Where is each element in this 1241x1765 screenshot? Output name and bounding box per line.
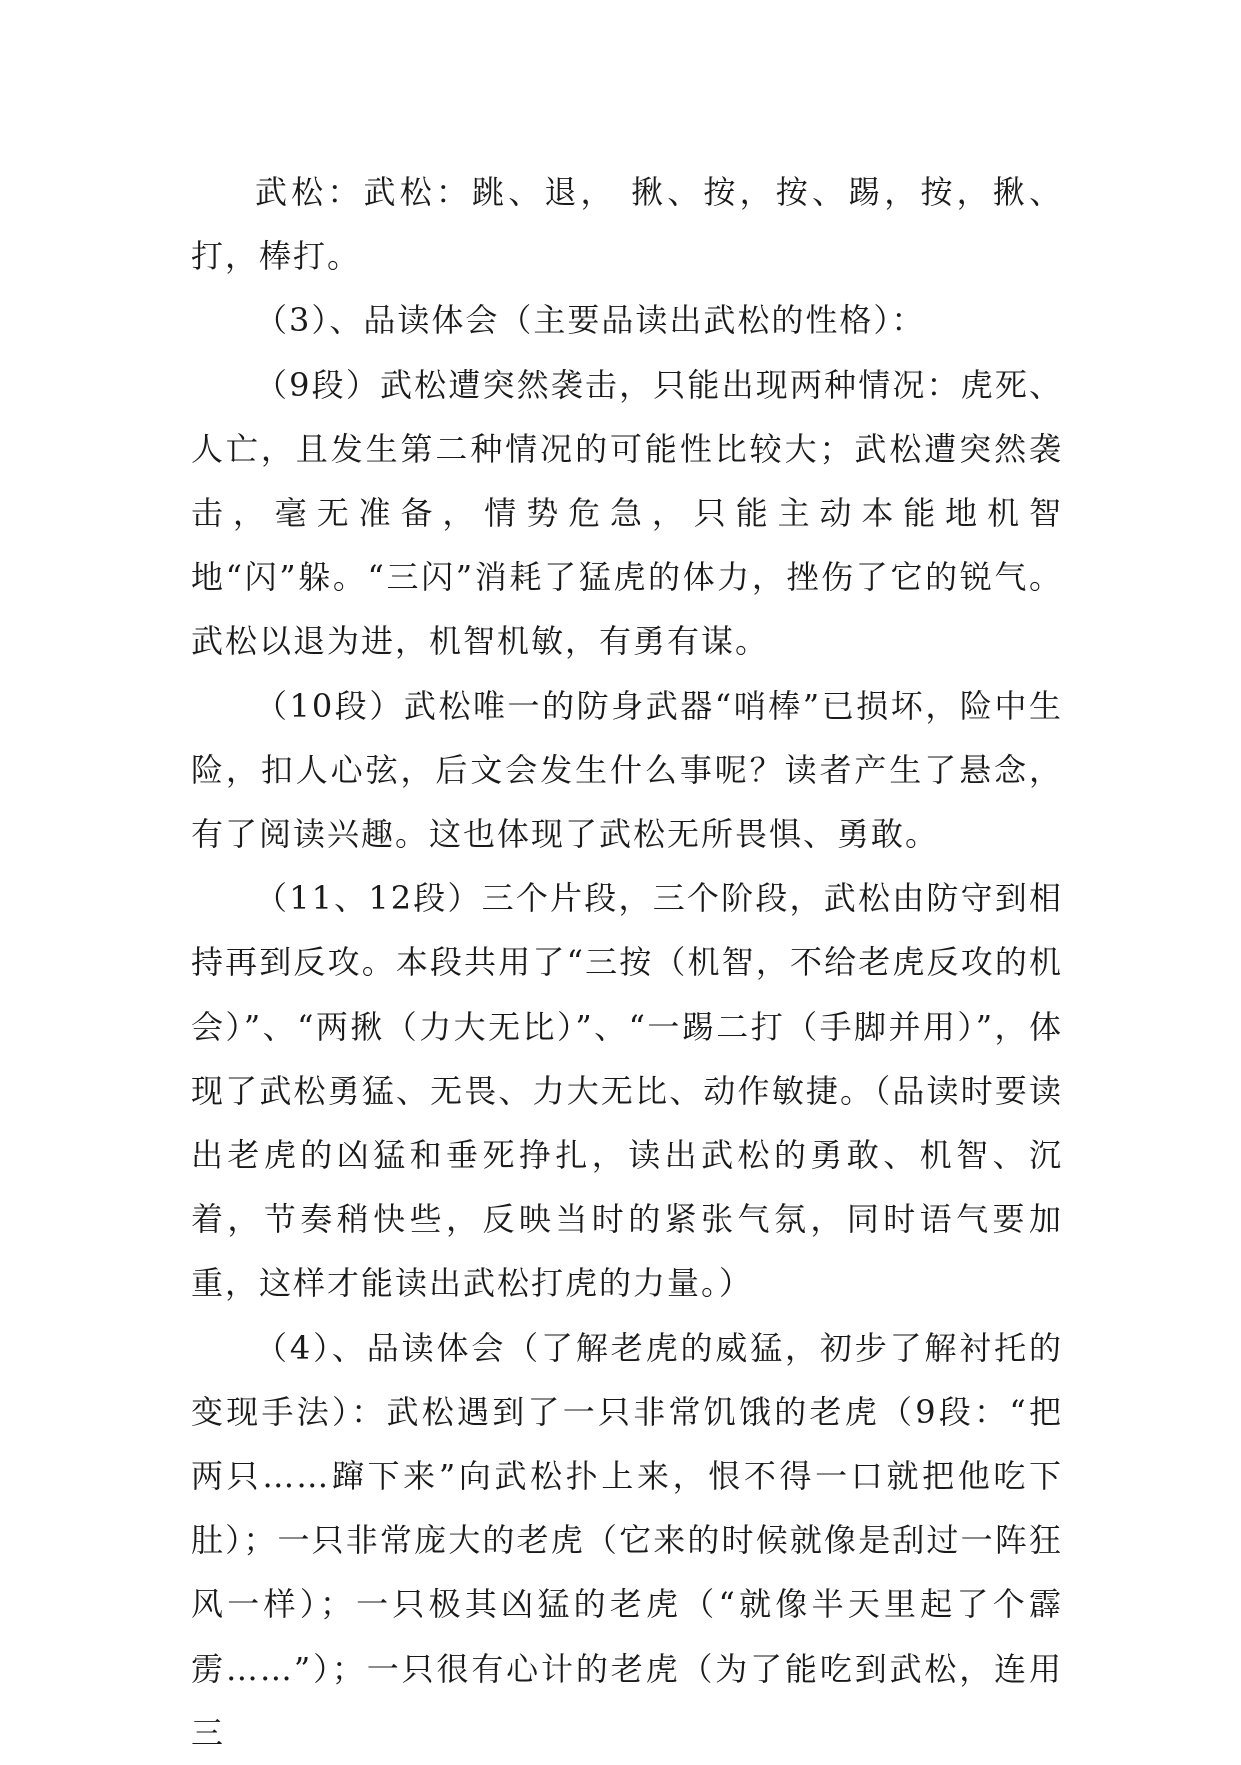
paragraph-section-11-12: （11、12段）三个片段，三个阶段，武松由防守到相持再到反攻。本段共用了“三按（机智，不给老虎反攻的机会）”、“两揪（力大无比）”、“一踢二打（手脚并用）”，体现了武松勇猛、无畏、力大无比、动作敏捷。（品读时要读出老虎的凶猛和垂死挣扎，读出武松的勇敢、机智、沉着，节奏稍快些，反映当时的紧张气氛，同时语气要加重，这样才能读出武松打虎的力量。） bbox=[191, 879, 1063, 1303]
paragraph-wusong-actions: 武松：武松：跳、退， 揪、按，按、踢，按，揪、打，棒打。 bbox=[191, 173, 1063, 276]
body-text bbox=[191, 160, 1063, 1765]
paragraph-section-9: （9段）武松遭突然袭击，只能出现两种情况：虎死、人亡，且发生第二种情况的可能性比较大；武松遭突然袭击，毫无准备，情势危急，只能主动本能地机智地“闪”躲。“三闪”消耗了猛虎的体力，挫伤了它的锐气。武松以退为进，机智机敏，有勇有谋。 bbox=[191, 365, 1063, 661]
paragraph-reading-4: （4）、品读体会（了解老虎的威猛，初步了解衬托的变现手法）：武松遇到了一只非常饥饿的老虎（9段：“把两只……蹿下来”向武松扑上来，恨不得一口就把他吃下肚）；一只非常庞大的老虎（它来的时候就像是刮过一阵狂风一样）；一只极其凶猛的老虎（“就像半天里起了个霹雳……”）；一只很有心计的老虎（为了能吃到武松，连用三 bbox=[191, 1328, 1063, 1752]
paragraph-reading-3: （3）、品读体会（主要品读出武松的性格）： bbox=[255, 301, 926, 340]
paragraph-section-10: （10段）武松唯一的防身武器“哨棒”已损坏，险中生险，扣人心弦，后文会发生什么事呢？读者产生了悬念，有了阅读兴趣。这也体现了武松无所畏惧、勇敢。 bbox=[191, 686, 1063, 854]
